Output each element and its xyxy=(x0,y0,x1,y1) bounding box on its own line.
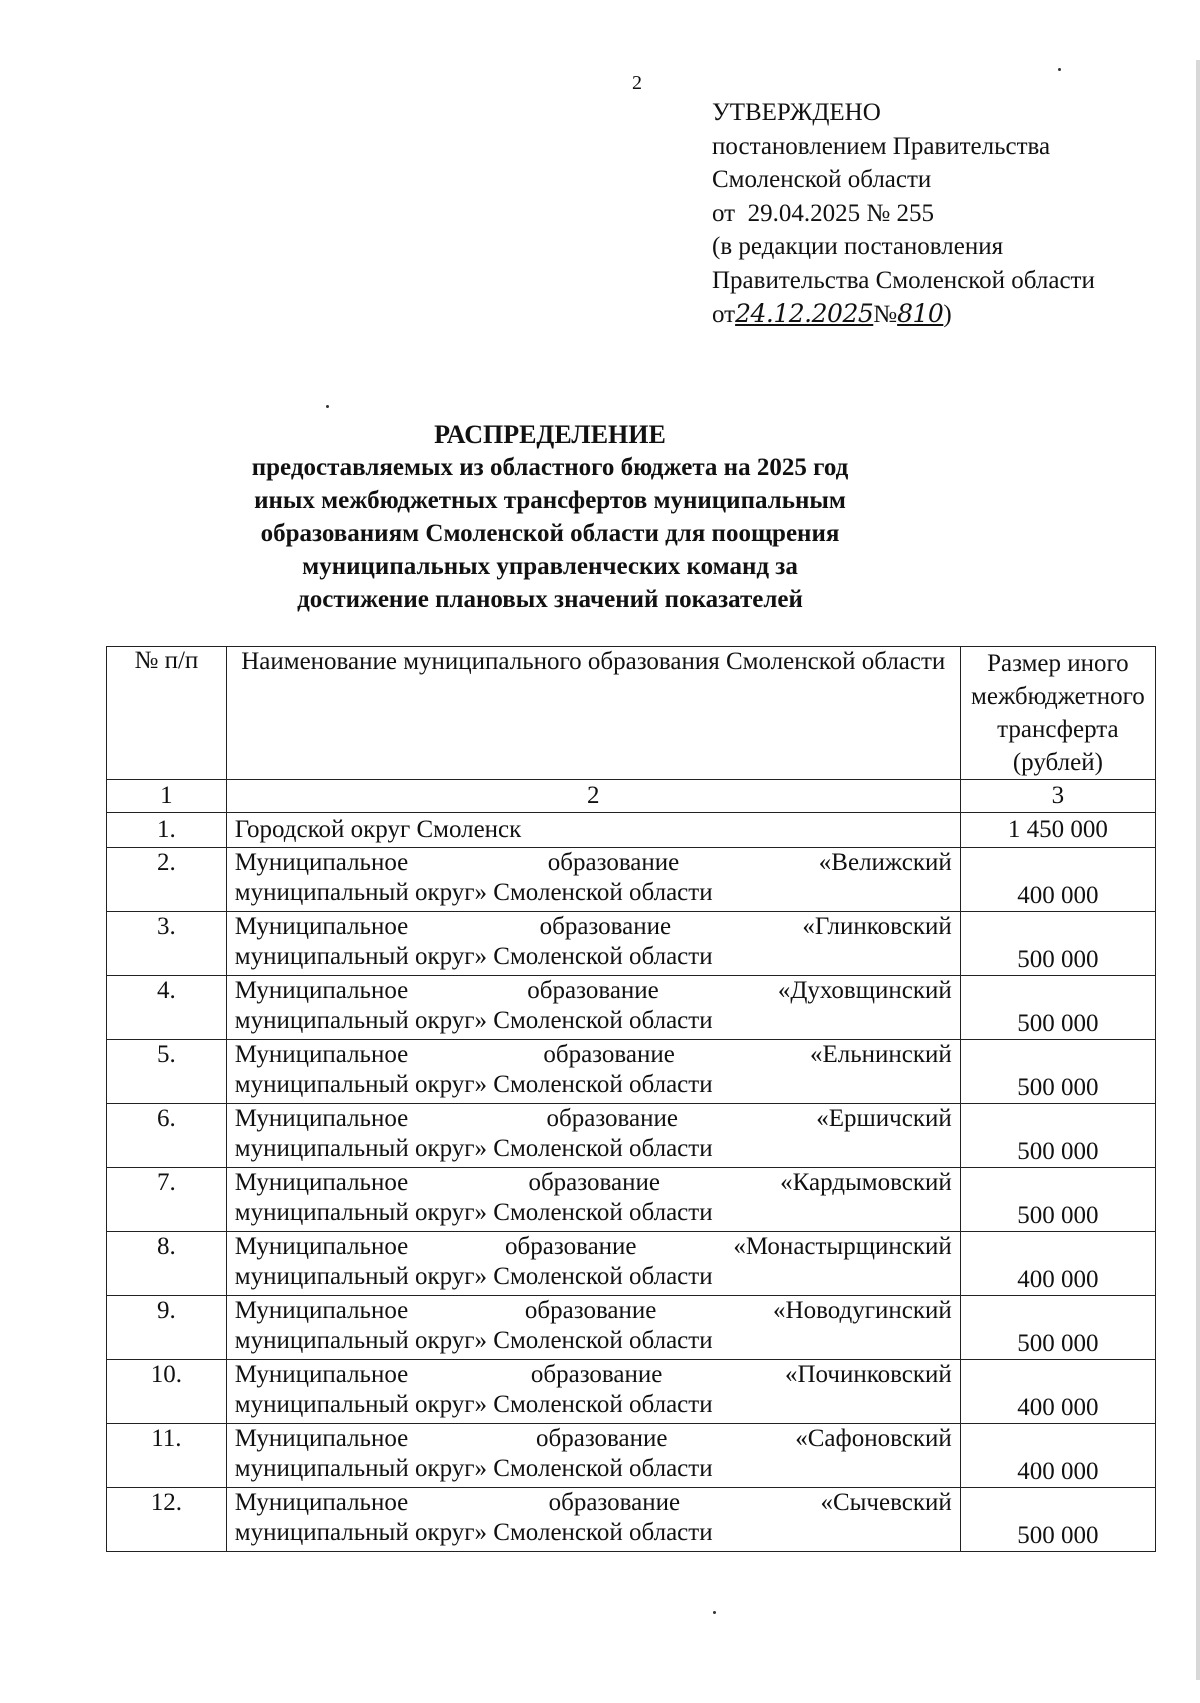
municipality-name xyxy=(226,1168,960,1232)
name-word: образование xyxy=(543,1041,675,1068)
name-word: «Новодугинский xyxy=(773,1297,952,1324)
municipality-name xyxy=(226,1360,960,1424)
header-municipality: Наименование муниципального образования Смоленской области xyxy=(226,647,960,780)
scan-edge-shadow xyxy=(1196,60,1200,1680)
municipality-name xyxy=(226,976,960,1040)
name-word: Муниципальное xyxy=(234,1297,409,1324)
handwritten-date: 24.12.2025 xyxy=(735,299,874,328)
column-number: 1 xyxy=(107,780,227,813)
name-word: Муниципальное xyxy=(234,1041,409,1068)
title-line: иных межбюджетных трансфертов муниципальным xyxy=(254,487,846,514)
row-number: 3. xyxy=(107,912,227,976)
approval-line: от 29.04.2025 № 255 xyxy=(712,199,934,227)
row-number: 9. xyxy=(107,1296,227,1360)
municipality-name xyxy=(226,1232,960,1296)
title-line: достижение плановых значений показателей xyxy=(297,586,803,613)
row-number: 4. xyxy=(107,976,227,1040)
table-row xyxy=(107,912,1156,976)
name-word: Муниципальное xyxy=(234,1169,409,1196)
name-line-2: муниципальный округ» Смоленской области xyxy=(234,1391,713,1418)
name-word: образование xyxy=(524,1297,657,1324)
transfer-amount: 1 450 000 xyxy=(960,813,1155,848)
name-word: образование xyxy=(546,1105,678,1132)
row-number: 8. xyxy=(107,1232,227,1296)
name-word: образование xyxy=(527,977,659,1004)
name-line-2: муниципальный округ» Смоленской области xyxy=(234,879,713,906)
municipality-name: Городской округ Смоленск xyxy=(226,813,960,848)
row-number: 1. xyxy=(107,813,227,848)
name-word: «Велижский xyxy=(818,849,952,876)
transfer-amount: 500 000 xyxy=(960,1040,1155,1104)
column-number: 2 xyxy=(226,780,960,813)
header-number: № п/п xyxy=(107,647,227,780)
column-number-row xyxy=(107,780,1156,813)
approval-line: Правительства Смоленской области xyxy=(712,266,1095,294)
name-word: Муниципальное xyxy=(234,1489,409,1516)
approval-line: постановлением Правительства xyxy=(712,132,1051,160)
approval-line: УТВЕРЖДЕНО xyxy=(712,99,881,126)
name-line-2: муниципальный округ» Смоленской области xyxy=(234,1135,713,1162)
name-word: образование xyxy=(530,1361,663,1388)
table-row xyxy=(107,1168,1156,1232)
name-word: образование xyxy=(505,1233,637,1260)
municipality-name xyxy=(226,1040,960,1104)
name-line-2: муниципальный округ» Смоленской области xyxy=(234,1455,713,1482)
transfer-amount: 400 000 xyxy=(960,848,1155,912)
approval-line: (в редакции постановления xyxy=(712,233,1004,260)
approval-stamp-block xyxy=(712,96,1095,332)
table-row xyxy=(107,1488,1156,1552)
name-word: «Сафоновский xyxy=(795,1425,952,1452)
name-word: образование xyxy=(536,1425,668,1452)
table-row xyxy=(107,1232,1156,1296)
name-word: Муниципальное xyxy=(234,849,409,876)
name-word: образование xyxy=(547,849,680,876)
row-number: 5. xyxy=(107,1040,227,1104)
name-word: «Ельнинский xyxy=(809,1041,952,1068)
name-word: Муниципальное xyxy=(234,1361,409,1388)
name-word: Муниципальное xyxy=(234,1233,409,1260)
name-line-2: муниципальный округ» Смоленской области xyxy=(234,1263,713,1290)
row-number: 6. xyxy=(107,1104,227,1168)
row-number: 7. xyxy=(107,1168,227,1232)
distribution-table xyxy=(106,646,1156,1552)
municipality-name xyxy=(226,912,960,976)
table-row xyxy=(107,1360,1156,1424)
municipality-name xyxy=(226,1296,960,1360)
name-line-2: муниципальный округ» Смоленской области xyxy=(234,1327,713,1354)
transfer-amount: 500 000 xyxy=(960,1104,1155,1168)
row-number: 11. xyxy=(107,1424,227,1488)
name-line-2: муниципальный округ» Смоленской области xyxy=(234,1519,713,1546)
name-word: «Духовщинский xyxy=(777,977,952,1004)
name-line-2: муниципальный округ» Смоленской области xyxy=(234,943,713,970)
name-line-2: муниципальный округ» Смоленской области xyxy=(234,1199,713,1226)
municipality-name xyxy=(226,848,960,912)
name-word: «Сычевский xyxy=(820,1489,952,1516)
title-line: предоставляемых из областного бюджета на 2025 год xyxy=(251,454,849,481)
row-number: 10. xyxy=(107,1360,227,1424)
name-word: «Ершичский xyxy=(816,1105,952,1132)
transfer-amount: 500 000 xyxy=(960,1296,1155,1360)
name-word: образование xyxy=(528,1169,660,1196)
name-word: «Кардымовский xyxy=(780,1169,952,1196)
name-word: «Починковский xyxy=(784,1361,952,1388)
name-word: Муниципальное xyxy=(234,913,409,940)
header-amount: Размер иного межбюджетного трансферта (рублей) xyxy=(960,647,1155,780)
number-sign: № xyxy=(873,301,898,328)
table-row xyxy=(107,1296,1156,1360)
table-row xyxy=(107,1040,1156,1104)
scan-speck xyxy=(713,1611,716,1614)
table-row xyxy=(107,1424,1156,1488)
municipality-name xyxy=(226,1104,960,1168)
table-row xyxy=(107,976,1156,1040)
scan-speck xyxy=(326,405,329,408)
name-line-2: муниципальный округ» Смоленской области xyxy=(234,1071,713,1098)
transfer-amount: 500 000 xyxy=(960,1488,1155,1552)
name-word: Муниципальное xyxy=(234,977,409,1004)
name-word: «Глинковский xyxy=(802,913,952,940)
row-number: 12. xyxy=(107,1488,227,1552)
municipality-name xyxy=(226,1424,960,1488)
table-row xyxy=(107,848,1156,912)
transfer-amount: 400 000 xyxy=(960,1424,1155,1488)
document-title xyxy=(150,418,950,616)
handwritten-number: 810 xyxy=(897,299,944,328)
municipality-name xyxy=(226,1488,960,1552)
transfer-amount: 500 000 xyxy=(960,912,1155,976)
name-word: Муниципальное xyxy=(234,1425,409,1452)
table-header-row xyxy=(107,647,1156,780)
table-row xyxy=(107,813,1156,848)
approval-line: Смоленской области xyxy=(712,166,932,193)
approval-prefix: от xyxy=(712,301,736,328)
name-word: «Монастырщинский xyxy=(733,1233,952,1260)
name-line-2: муниципальный округ» Смоленской области xyxy=(234,1007,713,1034)
scan-speck xyxy=(1058,68,1061,71)
transfer-amount: 500 000 xyxy=(960,976,1155,1040)
transfer-amount: 400 000 xyxy=(960,1360,1155,1424)
transfer-amount: 500 000 xyxy=(960,1168,1155,1232)
title-line: муниципальных управленческих команд за xyxy=(302,553,798,580)
transfer-amount: 400 000 xyxy=(960,1232,1155,1296)
title-line: образованиям Смоленской области для поощрения xyxy=(260,520,840,547)
approval-handwritten-line: от24.12.2025№810) xyxy=(712,299,952,328)
column-number: 3 xyxy=(960,780,1155,813)
name-word: образование xyxy=(548,1489,681,1516)
row-number: 2. xyxy=(107,848,227,912)
table-row xyxy=(107,1104,1156,1168)
title-main: РАСПРЕДЕЛЕНИЕ xyxy=(434,420,666,449)
page-number: 2 xyxy=(632,72,642,94)
name-word: Муниципальное xyxy=(234,1105,409,1132)
name-word: образование xyxy=(539,913,672,940)
